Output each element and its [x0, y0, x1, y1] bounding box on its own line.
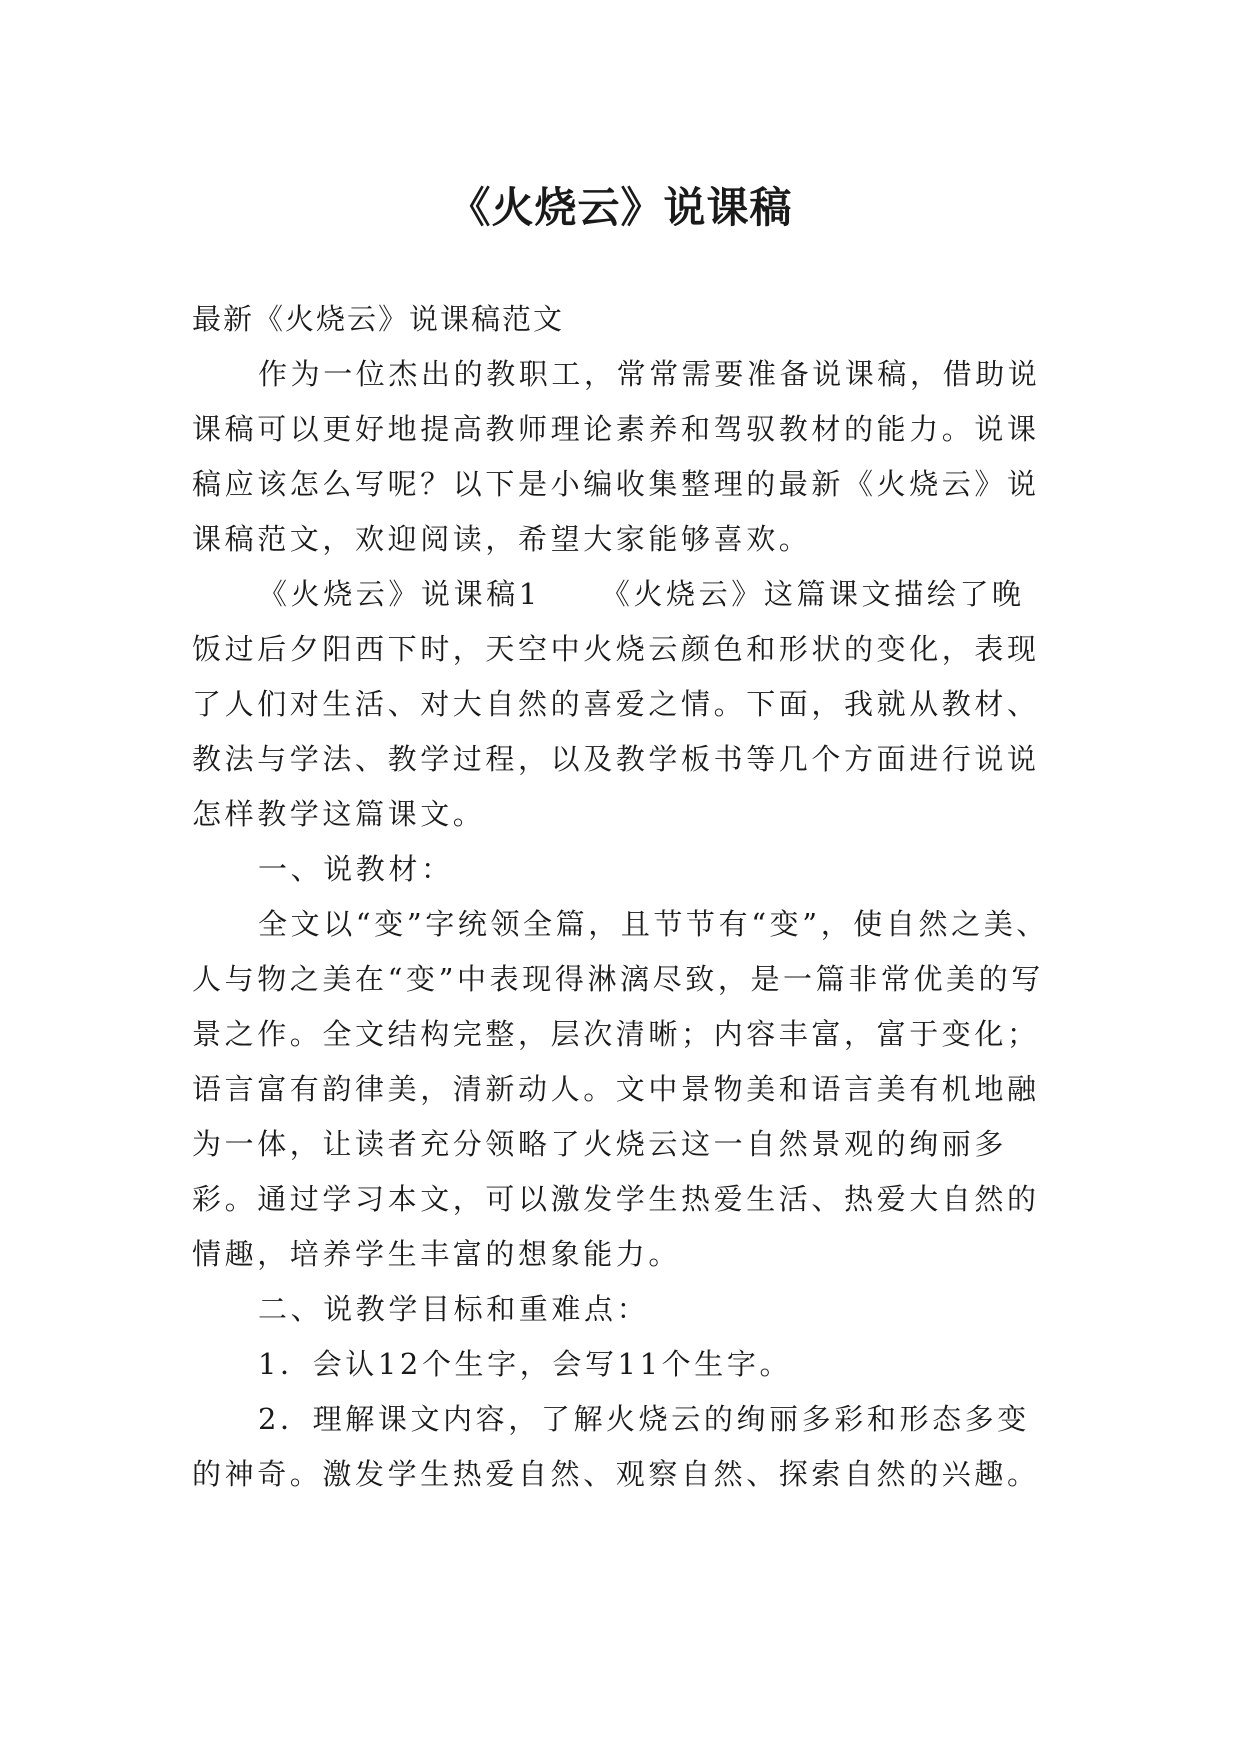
heading-material: 一、说教材： [258, 852, 454, 886]
intro-paragraph: 作为一位杰出的教职工，常常需要准备说课稿，借助说课稿可以更好地提高教师理论素养和驾驭教材的能力。说课稿应该怎么写呢？以下是小编收集整理的最新《火烧云》说课稿范文，欢迎阅读，希望大家能够喜欢。 [192, 357, 1041, 556]
section1-label: 《火烧云》说课稿1 [258, 577, 541, 611]
heading-goals: 二、说教学目标和重难点： [258, 1292, 650, 1326]
section1-text: 《火烧云》这篇课文描绘了晚饭过后夕阳西下时，天空中火烧云颜色和形状的变化，表现了人们对生活、对大自然的喜爱之情。下面，我就从教材、教法与学法、教学过程，以及教学板书等几个方面进行说说怎样教学这篇课文。 [192, 577, 1040, 831]
goal-item-2: 2．理解课文内容，了解火烧云的绚丽多彩和形态多变的神奇。激发学生热爱自然、观察自然、探索自然的兴趣。 [192, 1402, 1040, 1491]
material-paragraph: 全文以“变”字统领全篇，且节节有“变”，使自然之美、人与物之美在“变”中表现得淋漓尽致，是一篇非常优美的写景之作。全文结构完整，层次清晰；内容丰富，富于变化；语言富有韵律美，清新动人。文中景物美和语言美有机地融为一体，让读者充分领略了火烧云这一自然景观的绚丽多彩。通过学习本文，可以激发学生热爱生活、热爱大自然的情趣，培养学生丰富的想象能力。 [192, 907, 1049, 1271]
document-title: 《火烧云》说课稿 [448, 183, 793, 233]
section1-paragraph [192, 567, 1054, 842]
document-body [192, 292, 1054, 1502]
goal-item-1: 1．会认12个生字，会写11个生字。 [258, 1347, 793, 1381]
document-subtitle: 最新《火烧云》说课稿范文 [192, 302, 565, 336]
